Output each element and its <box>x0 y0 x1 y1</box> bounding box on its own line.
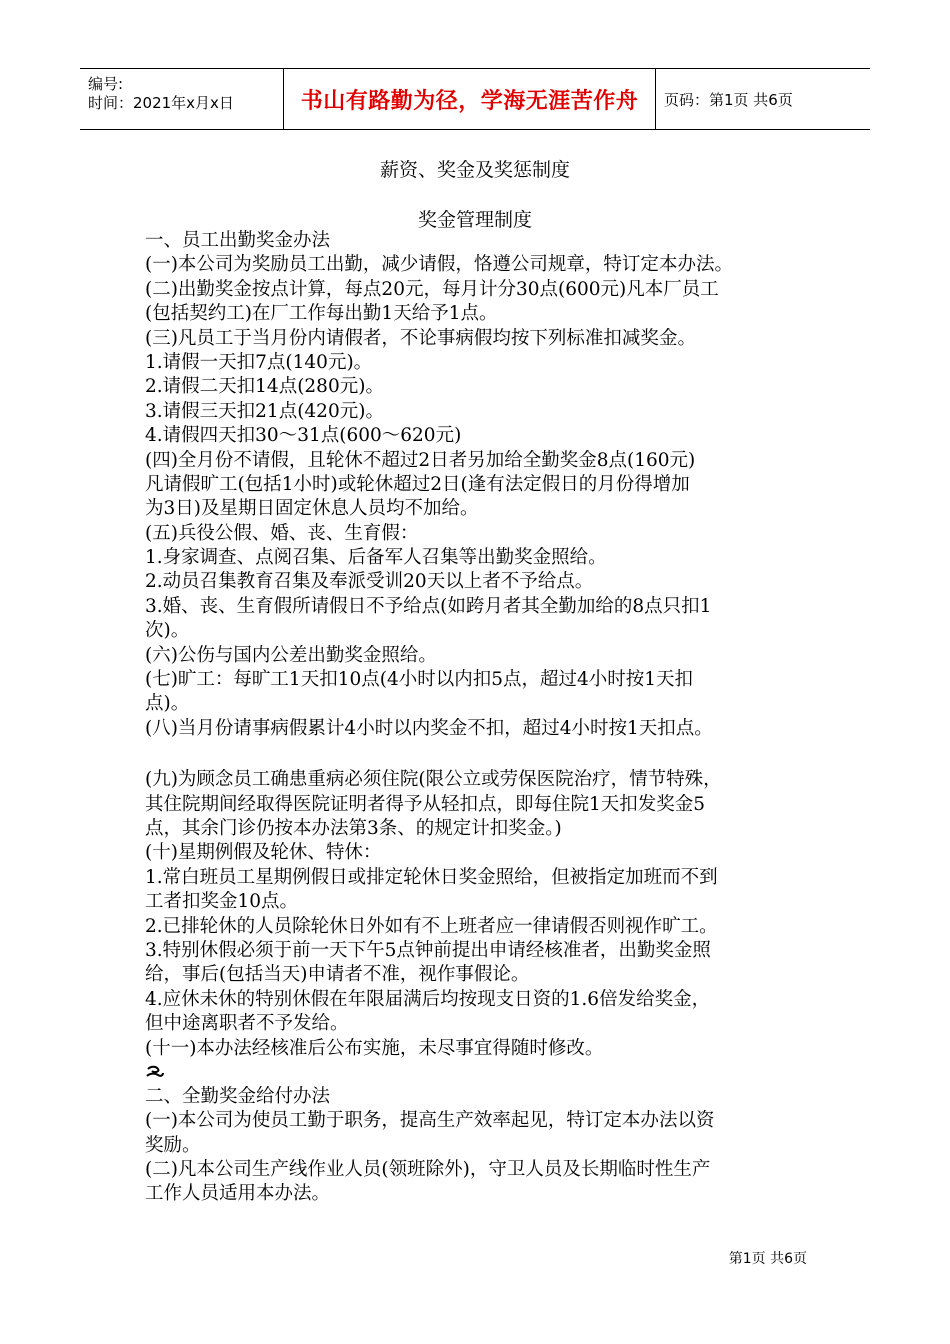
body-line: 4.应休未休的特别休假在年限届满后均按现支日资的1.6倍发给奖金， <box>145 988 711 1010</box>
body-line: 奖励。 <box>145 1134 201 1156</box>
body-line: (五)兵役公假、婚、丧、生育假： <box>145 522 419 544</box>
body-line: 3.特别休假必须于前一天下午5点钟前提出申请经核准者，出勤奖金照 <box>145 939 711 961</box>
body-line: (九)为顾念员工确患重病必须住院(限公立或劳保医院治疗，情节特殊， <box>145 769 722 791</box>
body-line: 二、全勤奖金给付办法 <box>145 1085 331 1107</box>
body-line: (一)本公司为使员工勤于职务，提高生产效率起见，特订定本办法以资 <box>145 1110 715 1132</box>
document-body <box>145 229 835 1207</box>
body-line: (八)当月份请事病假累计4小时以内奖金不扣，超过4小时按1天扣点。 <box>145 717 713 739</box>
body-line: 4.请假四天扣30～31点(600～620元) <box>145 425 462 447</box>
page-footer: 第1页 共6页 <box>728 1251 807 1267</box>
body-line: (二)凡本公司生产线作业人员(领班除外)，守卫人员及长期临时性生产 <box>145 1159 711 1181</box>
body-line: (十一)本办法经核准后公布实施，未尽事宜得随时修改。 <box>145 1037 604 1059</box>
body-line: (一)本公司为奖励员工出勤，减少请假，恪遵公司规章，特订定本办法。 <box>145 254 733 276</box>
body-line: 凡请假旷工(包括1小时)或轮休超过2日(逢有法定假日的月份得增加 <box>145 473 690 495</box>
header-page-info: 页码：第1页 共6页 <box>664 90 793 109</box>
section-title: 奖金管理制度 <box>417 209 532 231</box>
paragraph-gap <box>145 741 835 768</box>
section-divider-icon <box>145 1061 835 1085</box>
body-block-a <box>145 229 835 741</box>
body-line: 其住院期间经取得医院证明者得予从轻扣点，即每住院1天扣发奖金5 <box>145 793 706 815</box>
body-line: 点，其余门诊仍按本办法第3条、的规定计扣奖金。) <box>145 817 562 839</box>
body-line: 点)。 <box>145 693 190 715</box>
body-line: 给，事后(包括当天)申请者不准，视作事假论。 <box>145 964 530 986</box>
body-block-c <box>145 1085 835 1207</box>
body-line: 为3日)及星期日固定休息人员均不加给。 <box>145 498 479 520</box>
doc-number-label: 编号: <box>88 75 124 93</box>
doc-time-label: 时间：2021年x月x日 <box>88 94 234 112</box>
document-title: 薪资、奖金及奖惩制度 <box>379 159 570 181</box>
body-block-b <box>145 768 835 1061</box>
body-line: 3.婚、丧、生育假所请假日不予给点(如跨月者其全勤加给的8点只扣1 <box>145 595 712 617</box>
body-line: (七)旷工：每旷工1天扣10点(4小时以内扣5点，超过4小时按1天扣 <box>145 669 694 691</box>
page-header <box>80 68 870 130</box>
body-line: 工作人员适用本办法。 <box>145 1183 331 1205</box>
body-line: (四)全月份不请假，且轮休不超过2日者另加给全勤奖金8点(160元) <box>145 449 696 471</box>
body-line: 一、员工出勤奖金办法 <box>145 230 331 251</box>
body-line: 2.请假二天扣14点(280元)。 <box>145 376 384 398</box>
body-line: 2.动员召集教育召集及奉派受训20天以上者不予给点。 <box>145 571 594 593</box>
body-line: 工者扣奖金10点。 <box>145 891 299 913</box>
body-line: (十)星期例假及轮休、特休： <box>145 842 382 864</box>
body-line: 1.身家调查、点阅召集、后备军人召集等出勤奖金照给。 <box>145 547 607 569</box>
body-line: 次)。 <box>145 620 190 642</box>
body-line: 1.常白班员工星期例假日或排定轮休日奖金照给，但被指定加班而不到 <box>145 866 718 888</box>
body-line: 3.请假三天扣21点(420元)。 <box>145 400 384 422</box>
body-line: 但中途离职者不予发给。 <box>145 1013 349 1035</box>
body-line: (六)公伤与国内公差出勤奖金照给。 <box>145 644 437 666</box>
body-line: (二)出勤奖金按点计算，每点20元，每月计分30点(600元)凡本厂员工 <box>145 278 719 300</box>
body-line: 1.请假一天扣7点(140元)。 <box>145 351 373 373</box>
body-line: 2.已排轮休的人员除轮休日外如有不上班者应一律请假否则视作旷工。 <box>145 915 718 937</box>
body-line: (包括契约工)在厂工作每出勤1天给予1点。 <box>145 303 498 325</box>
header-motto: 书山有路勤为径，学海无涯苦作舟 <box>283 69 656 129</box>
body-line: (三)凡员工于当月份内请假者，不论事病假均按下列标准扣减奖金。 <box>145 327 696 349</box>
header-left <box>88 75 234 113</box>
